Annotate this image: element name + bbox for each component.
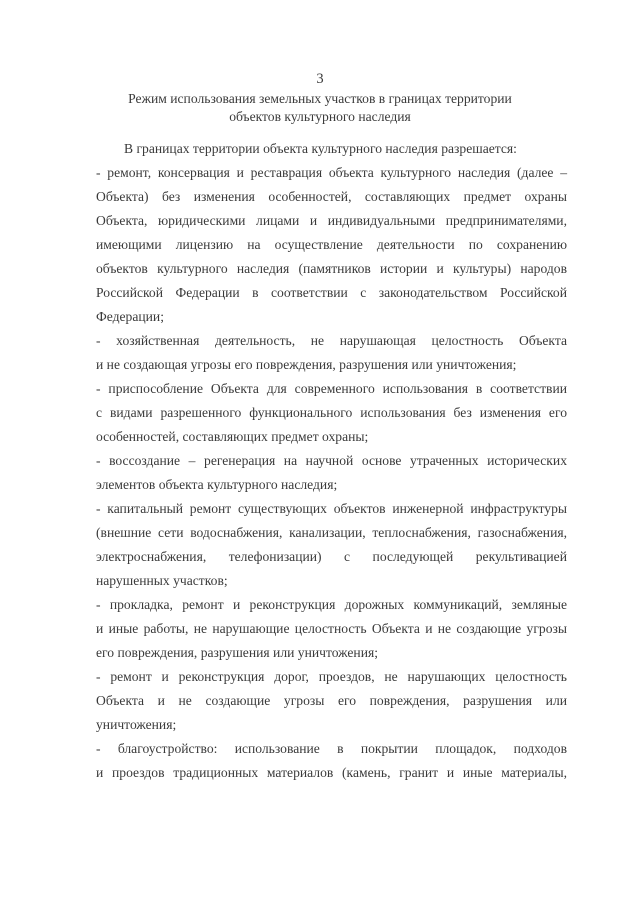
text-line: Объекта и не создающие угрозы его повреждения, разрушения или [96,693,567,708]
text-line: элементов объекта культурного наследия; [96,477,338,492]
text-line: уничтожения; [96,717,177,732]
intro-line: В границах территории объекта культурного наследия разрешается: [124,141,517,156]
text-line: Федерации; [96,309,164,324]
text-line: - прокладка, ремонт и реконструкция дорожных коммуникаций, земляные [96,597,567,612]
document-body [96,137,567,785]
text-line: особенностей, составляющих предмет охраны; [96,429,369,444]
section-heading [0,90,640,126]
text-line: объектов культурного наследия (памятников истории и культуры) народов [96,261,567,276]
text-line: Российской Федерации в соответствии с законодательством Российской [96,285,567,300]
text-line: Объекта, юридическими лицами и индивидуальными предпринимателями, [96,213,567,228]
text-line: и не создающая угрозы его повреждения, разрушения или уничтожения; [96,357,517,372]
text-line: и проездов традиционных материалов (камень, гранит и иные материалы, [96,765,567,780]
text-line: электроснабжения, телефонизации) с последующей рекультивацией [96,549,567,564]
text-line: с видами разрешенного функционального использования без изменения его [96,405,567,420]
text-line: - благоустройство: использование в покрытии площадок, подходов [96,741,567,756]
heading-line-1: Режим использования земельных участков в границах территории [128,91,512,106]
text-line: - воссоздание – регенерация на научной основе утраченных исторических [96,453,567,468]
heading-line-2: объектов культурного наследия [229,109,411,124]
text-line: нарушенных участков; [96,573,228,588]
page-number: 3 [316,71,324,87]
text-line: Объекта) без изменения особенностей, составляющих предмет охраны [96,189,567,204]
text-line: - хозяйственная деятельность, не нарушающая целостность Объекта [96,333,567,348]
text-line: имеющими лицензию на осуществление деятельности по сохранению [96,237,567,252]
text-line: - капитальный ремонт существующих объектов инженерной инфраструктуры [96,501,567,516]
text-line: его повреждения, разрушения или уничтожения; [96,645,379,660]
text-line: - ремонт, консервация и реставрация объекта культурного наследия (далее – [96,165,567,180]
text-line: - приспособление Объекта для современного использования в соответствии [96,381,567,396]
text-line: (внешние сети водоснабжения, канализации, теплоснабжения, газоснабжения, [96,525,567,540]
text-line: - ремонт и реконструкция дорог, проездов, не нарушающих целостность [96,669,567,684]
text-line: и иные работы, не нарушающие целостность Объекта и не создающие угрозы [96,621,567,636]
